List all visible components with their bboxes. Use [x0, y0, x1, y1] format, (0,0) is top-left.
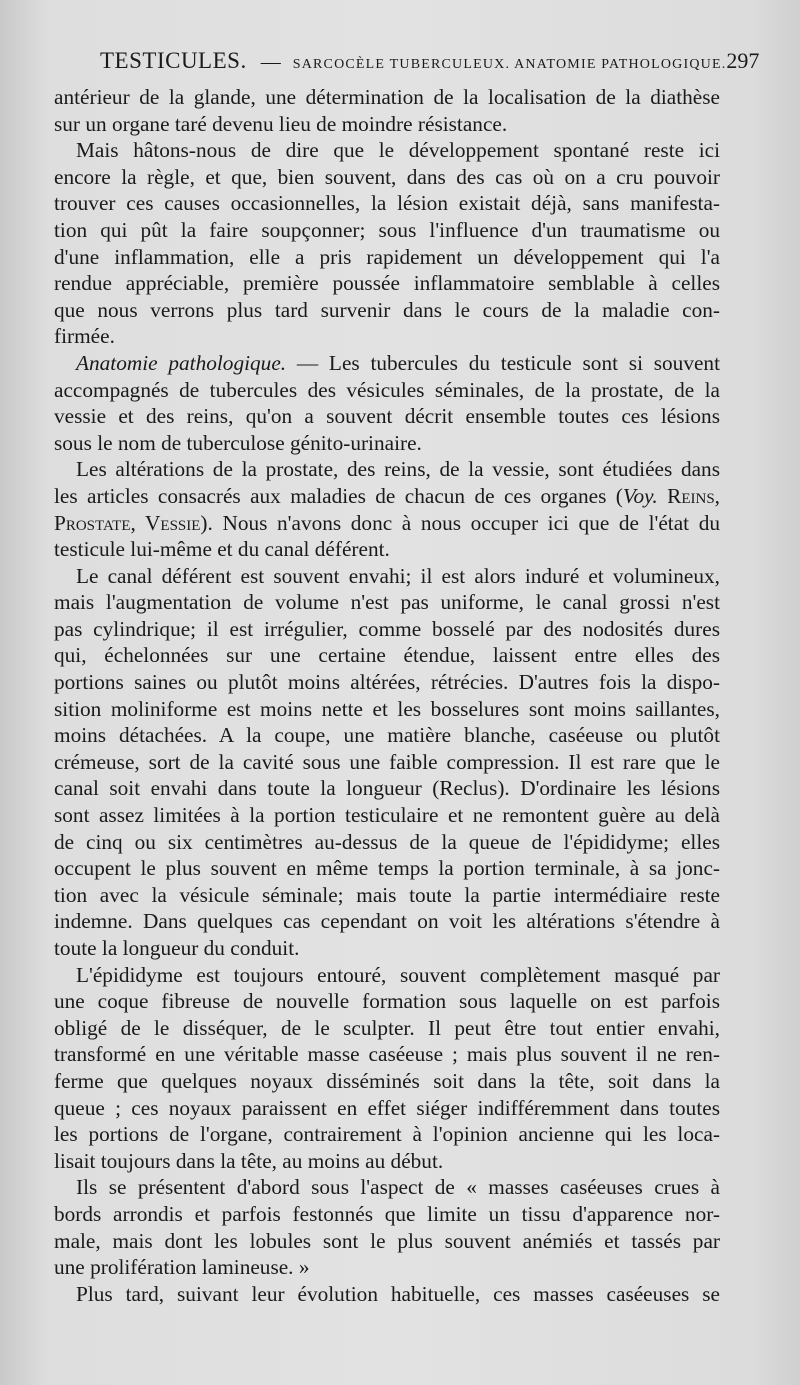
- text-line: tion qui pût la faire soupçonner; sous l'influence d'un traumatisme ou: [54, 217, 720, 242]
- text-run: les articles consacrés aux maladies de chacun de ces organes (: [54, 483, 623, 508]
- text-line: trouver ces causes occasionnelles, la lésion existait déjà, sans manifesta-: [54, 191, 720, 216]
- text-line: rendue appréciable, première poussée inflammatoire semblable à celles: [54, 271, 720, 296]
- text-line: portions saines ou plutôt moins altérées, rétrécies. D'autres fois la dispo-: [54, 670, 720, 695]
- header-title: TESTICULES.: [100, 48, 247, 73]
- text-line: de cinq ou six centimètres au-dessus de la queue de l'épididyme; elles: [54, 829, 720, 854]
- text-line: pas cylindrique; il est irrégulier, comme bosselé par des nodosités dures: [54, 616, 720, 641]
- text-line: une coque fibreuse de nouvelle formation sous laquelle on est parfois: [54, 989, 720, 1014]
- text-line: Mais hâtons-nous de dire que le développement spontané reste ici: [76, 138, 720, 163]
- header-subtitle: SARCOCÈLE TUBERCULEUX. ANATOMIE PATHOLOGIQUE.: [292, 57, 727, 72]
- text-line: male, mais dont les lobules sont le plus souvent anémiés et tassés par: [54, 1228, 720, 1253]
- text-line: [54, 510, 720, 537]
- text-line: Plus tard, suivant leur évolution habituelle, ces masses caséeuses se: [76, 1281, 720, 1306]
- text-line: transformé en une véritable masse caséeuse ; mais plus souvent il ne ren-: [54, 1042, 720, 1067]
- text-line: L'épididyme est toujours entouré, souvent complètement masqué par: [76, 962, 720, 987]
- text-run-italic: Voy.: [622, 483, 658, 508]
- text-line: lisait toujours dans la tête, au moins au début.: [54, 1148, 444, 1173]
- text-line: encore la règle, et que, bien souvent, dans des cas où on a cru pouvoir: [54, 164, 720, 189]
- page-number: 297: [726, 48, 760, 73]
- text-line: firmée.: [54, 324, 115, 349]
- text-line: bords arrondis et parfois festonnés que limite un tissu d'apparence nor-: [54, 1201, 720, 1226]
- section-heading-line: [54, 350, 720, 377]
- text-line: sont assez limitées à la portion testiculaire et ne remontent guère au delà: [54, 803, 720, 828]
- text-line: que nous verrons plus tard survenir dans le cours de la maladie con-: [54, 297, 720, 322]
- text-line: obligé de le disséquer, de le sculpter. Il peut être tout entier envahi,: [54, 1015, 720, 1040]
- text-run: ). Nous n'avons donc à nous occuper ici que de l'état du: [200, 510, 720, 535]
- text-line: toute la longueur du conduit.: [54, 936, 300, 960]
- text-line: d'une inflammation, elle a pris rapidement un développement qui l'a: [54, 244, 720, 269]
- cross-reference: Prostate, Vessie: [54, 510, 201, 535]
- page-body: [54, 84, 720, 1307]
- text-run: — Les tubercules du testicule sont si souvent: [286, 350, 720, 375]
- text-line: les portions de l'organe, contrairement à l'opinion ancienne qui les loca-: [54, 1122, 720, 1147]
- running-header: [100, 48, 760, 78]
- text-line: antérieur de la glande, une détermination de la localisation de la diathèse: [54, 85, 720, 109]
- text-line: Le canal déférent est souvent envahi; il est alors induré et volumineux,: [76, 563, 720, 588]
- text-line: crémeuse, sort de la cavité sous une faible compression. Il est rare que le: [54, 749, 720, 774]
- text-line: vessie et des reins, qu'on a souvent décrit ensemble toutes ces lésions: [54, 404, 720, 429]
- text-line: sur un organe taré devenu lieu de moindre résistance.: [54, 111, 508, 136]
- header-dash: —: [260, 51, 281, 73]
- text-line: tion avec la vésicule séminale; mais toute la partie intermédiaire reste: [54, 882, 720, 907]
- text-line: sition moliniforme est moins nette et les bosselures sont moins saillantes,: [54, 696, 720, 721]
- text-line: Les altérations de la prostate, des reins, de la vessie, sont étudiées dans: [76, 457, 720, 482]
- text-line: ferme que quelques noyaux disséminés soit dans la tête, soit dans la: [54, 1068, 720, 1093]
- text-line: Ils se présentent d'abord sous l'aspect de « masses caséeuses crues à: [76, 1175, 720, 1200]
- text-line: moins détachées. A la coupe, une matière blanche, caséeuse ou plutôt: [54, 723, 720, 748]
- section-heading: Anatomie pathologique.: [76, 350, 287, 375]
- text-line: queue ; ces noyaux paraissent en effet siéger indifféremment dans toutes: [54, 1095, 720, 1120]
- text-line: occupent le plus souvent en même temps la portion terminale, à sa jonc-: [54, 856, 720, 881]
- text-line: accompagnés de tubercules des vésicules séminales, de la prostate, de la: [54, 377, 720, 402]
- text-line: qui, échelonnées sur une certaine étendue, laissent entre elles des: [54, 643, 720, 668]
- text-line: [54, 483, 720, 510]
- text-line: indemne. Dans quelques cas cependant on voit les altérations s'étendre à: [54, 909, 720, 934]
- text-line: mais l'augmentation de volume n'est pas uniforme, le canal grossi n'est: [54, 590, 720, 615]
- text-line: canal soit envahi dans toute la longueur (Reclus). D'ordinaire les lésions: [54, 776, 720, 801]
- cross-reference: Reins,: [657, 483, 720, 508]
- text-line: sous le nom de tuberculose génito-urinaire.: [54, 430, 422, 455]
- text-line: testicule lui-même et du canal déférent.: [54, 537, 390, 562]
- text-line: une prolifération lamineuse. »: [54, 1255, 310, 1280]
